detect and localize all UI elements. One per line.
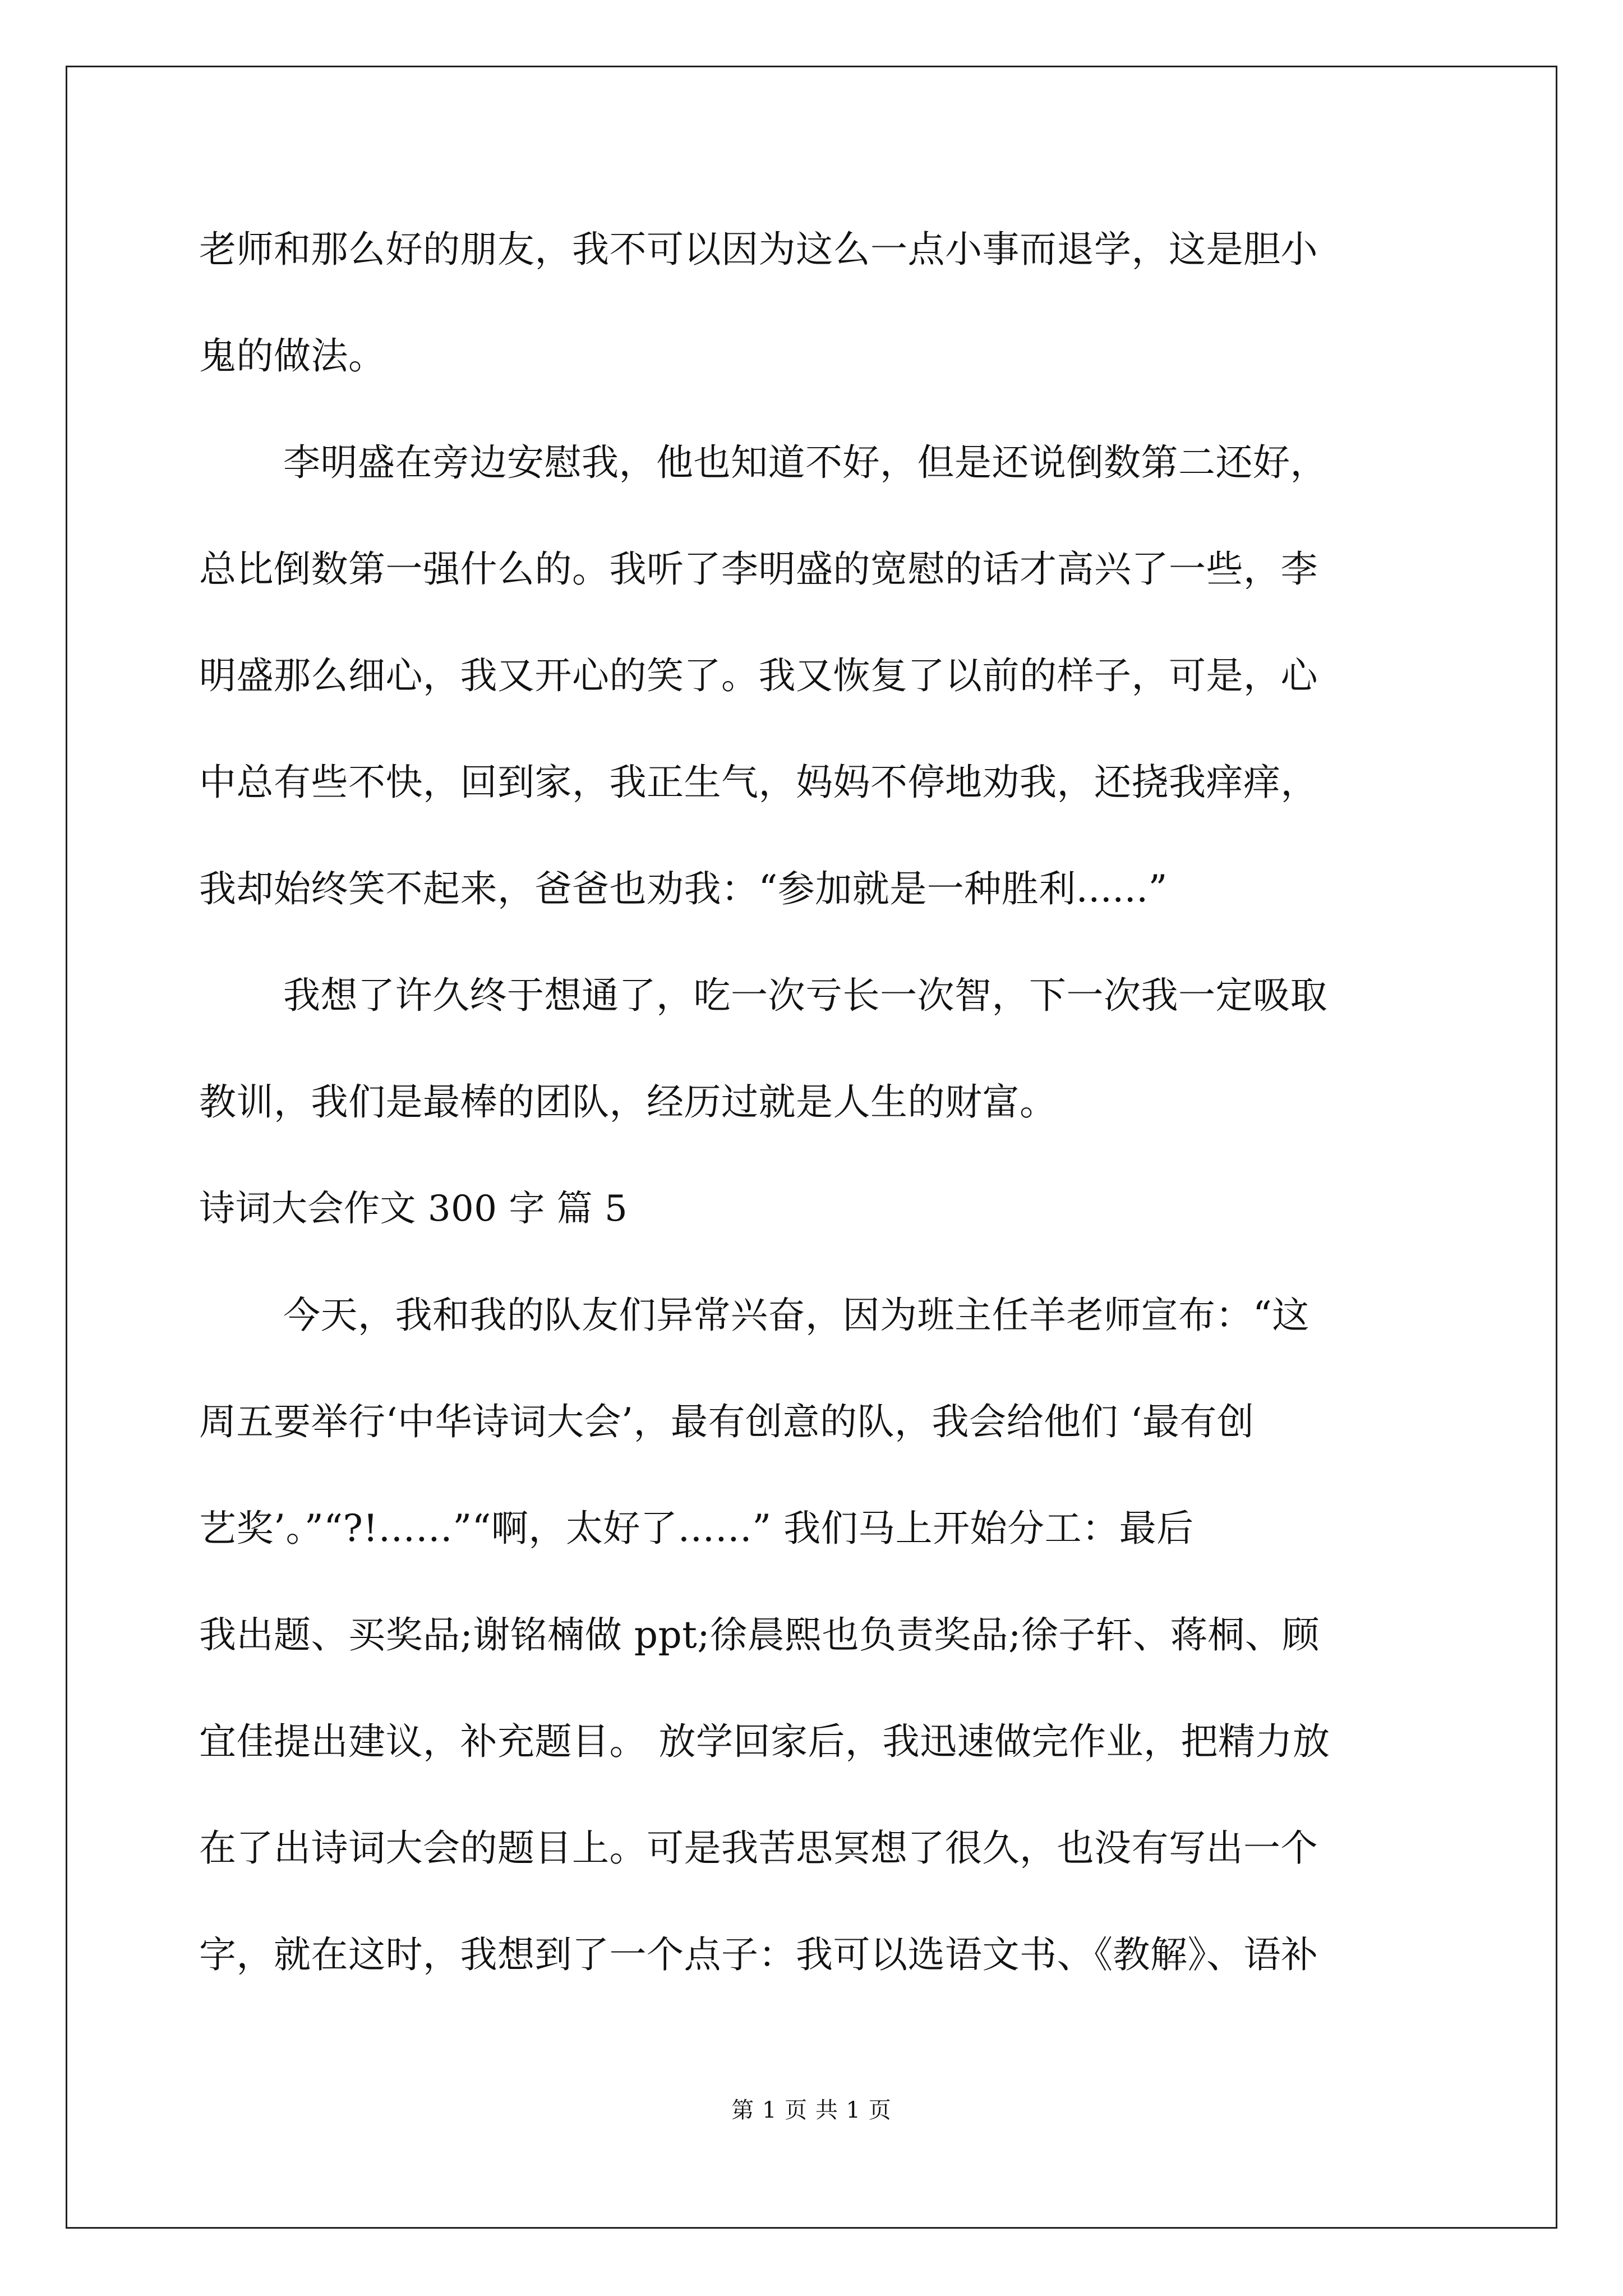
text-line: 明盛那么细心，我又开心的笑了。我又恢复了以前的样子，可是，心 [199,654,1318,697]
text-line: 老师和那么好的朋友，我不可以因为这么一点小事而退学，这是胆小 [199,228,1318,271]
paragraph-start-line: 李明盛在旁边安慰我，他也知道不好，但是还说倒数第二还好， [283,441,1327,484]
text-line: 教训，我们是最棒的团队，经历过就是人生的财富。 [199,1080,1057,1124]
text-line: 我出题、买奖品;谢铭楠做 ppt;徐晨熙也负责奖品;徐子轩、蒋桐、顾 [199,1613,1320,1657]
paragraph-start-line: 今天，我和我的队友们异常兴奋，因为班主任羊老师宣布：“这 [283,1294,1310,1337]
paragraph-start-line: 我想了许久终于想通了，吃一次亏长一次智，下一次我一定吸取 [283,974,1327,1017]
section-heading: 诗词大会作文 300 字 篇 5 [199,1188,628,1230]
document-body [199,208,1427,2019]
text-line: 在了出诗词大会的题目上。可是我苦思冥想了很久，也没有写出一个 [199,1826,1318,1870]
text-line: 艺奖’。”“?!……”“啊，太好了……” 我们马上开始分工：最后 [199,1507,1194,1550]
text-line: 总比倒数第一强什么的。我听了李明盛的宽慰的话才高兴了一些，李 [199,547,1318,591]
text-line: 周五要举行‘中华诗词大会’，最有创意的队，我会给他们 ‘最有创 [199,1400,1255,1443]
text-line: 我却始终笑不起来，爸爸也劝我：“参加就是一种胜利......” [199,867,1168,910]
text-line: 中总有些不快，回到家，我正生气，妈妈不停地劝我，还挠我痒痒， [199,761,1318,804]
text-line: 字，就在这时，我想到了一个点子：我可以选语文书、《教解》、语补 [199,1933,1318,1976]
text-line: 宜佳提出建议，补充题目。 放学回家后，我迅速做完作业，把精力放 [199,1720,1330,1763]
page-number-footer: 第 1 页 共 1 页 [731,2097,892,2123]
text-line: 鬼的做法。 [199,334,386,378]
